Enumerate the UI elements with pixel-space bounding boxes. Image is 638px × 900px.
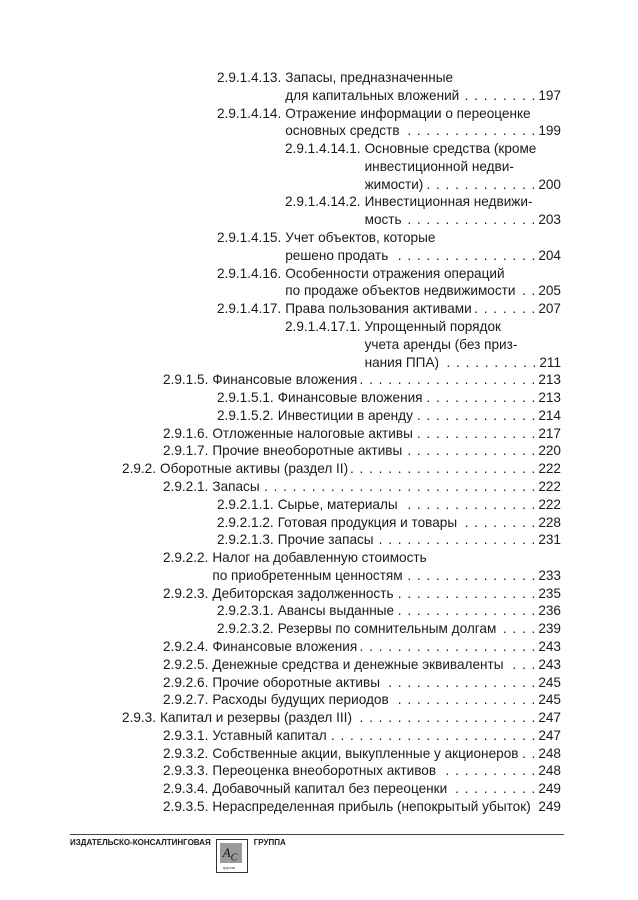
toc-entry-line (285, 265, 561, 283)
toc-entry-body (285, 69, 561, 105)
toc-entry-title: Добавочный капитал без переоценки (212, 781, 448, 797)
toc-entry-title: Дебиторская задолженность (212, 585, 394, 601)
toc-entry-number: 2.9.3.3. (163, 763, 209, 779)
toc-entry-title: Готовая продукция и товары (277, 514, 458, 530)
toc-entry (163, 371, 561, 389)
toc-entry (217, 620, 561, 638)
toc-entry-number: 2.9.2.3.2. (217, 621, 274, 637)
toc-entry-title: жимости) (364, 176, 424, 192)
toc-entry-line (160, 460, 561, 478)
toc-entry-number: 2.9.2.6. (163, 674, 209, 690)
toc-entry-page: 247 (538, 727, 561, 743)
toc-entry-title: Прочие оборотные активы (212, 674, 381, 690)
toc-entry-body (285, 229, 561, 265)
toc-entry-body (212, 762, 561, 780)
toc-entry-line (278, 389, 561, 407)
toc-entry-line (365, 193, 561, 211)
toc-entry-line (285, 229, 561, 247)
toc-entry-title: Отложенные налоговые активы (212, 425, 413, 441)
dot-leader (462, 87, 535, 105)
toc-entry-number: 2.9.1.7. (163, 443, 209, 459)
toc-entry-line (212, 371, 561, 389)
toc-entry-line (365, 140, 561, 158)
toc-entry (217, 229, 561, 265)
toc-entry-title: Резервы по сомнительным долгам (277, 621, 497, 637)
toc-entry-body (278, 496, 561, 514)
toc-entry-title: Финансовые вложения (212, 372, 358, 388)
toc-entry-page: 213 (538, 372, 561, 388)
toc-entry-page: 236 (538, 603, 561, 619)
toc-entry-body (212, 585, 561, 603)
toc-entry-title: Основные средства (кроме (364, 141, 537, 157)
toc-entry-title: Денежные средства и денежные эквиваленты (212, 656, 504, 672)
toc-entry-line (285, 69, 561, 87)
toc-entry-title: Сырье, материалы (277, 496, 398, 512)
logo-caption: группа (222, 865, 235, 870)
toc-entry-number: 2.9.2.4. (163, 639, 209, 654)
toc-entry-number: 2.9.2.1.1. (217, 496, 274, 512)
toc-entry-line (285, 105, 561, 123)
toc-entry (163, 691, 561, 709)
toc-entry (163, 549, 561, 585)
toc-entry-page: 205 (538, 283, 561, 299)
toc-entry-body (212, 442, 561, 460)
toc-entry-line (365, 158, 561, 176)
toc-entry-body (212, 674, 561, 692)
toc-entry-number: 2.9.2.1. (163, 478, 209, 494)
dot-leader (518, 282, 535, 300)
toc-entry-title: инвестиционной недви- (364, 158, 514, 174)
toc-entry (163, 638, 561, 656)
toc-entry-page: 249 (538, 799, 561, 815)
dot-leader (391, 247, 535, 265)
toc-entry-line (212, 798, 561, 816)
toc-entry (285, 140, 561, 193)
dot-leader (426, 389, 536, 407)
dot-leader (442, 354, 536, 372)
toc-entry-line (212, 549, 561, 567)
toc-entry (163, 762, 561, 780)
toc-entry-title: Учет объектов, которые (285, 230, 436, 246)
dot-leader (383, 674, 535, 692)
dot-leader (360, 371, 535, 389)
toc-entry-number: 2.9.3.1. (163, 727, 209, 743)
toc-entry-title: Инвестиционная недвижи- (364, 194, 533, 210)
dot-leader (450, 780, 535, 798)
dot-leader (360, 638, 535, 656)
publisher-name-left: ИЗДАТЕЛЬСКО-КОНСАЛТИНГОВАЯ (70, 838, 211, 847)
toc-entry-number: 2.9.1.5. (163, 372, 209, 388)
toc-entry-page: 211 (539, 354, 561, 370)
toc-entry-title: Уставный капитал (212, 727, 327, 743)
dot-leader (401, 496, 536, 514)
dot-leader (392, 691, 536, 709)
toc-entry (217, 496, 561, 514)
toc-entry-line (212, 567, 561, 585)
toc-entry-body (212, 371, 561, 389)
toc-entry-title: Переоценка внеоборотных активов (212, 763, 437, 779)
toc-entry (217, 389, 561, 407)
toc-entry-page: 214 (538, 407, 561, 423)
dot-leader (507, 656, 536, 674)
toc-entry-title: Инвестиции в аренду (277, 407, 413, 423)
toc-entry (163, 745, 561, 763)
toc-entry-title: учета аренды (без приз- (364, 336, 518, 352)
toc-entry-number: 2.9.2.5. (163, 656, 209, 672)
toc-entry-body (160, 460, 561, 478)
toc-entry-page: 235 (538, 585, 561, 601)
toc-entry (122, 460, 561, 478)
dot-leader (330, 727, 536, 745)
publisher-footer (70, 838, 286, 873)
toc-entry-title: Права пользования активами (285, 301, 472, 317)
toc-entry-line (212, 442, 561, 460)
toc-entry-title: Особенности отражения операций (285, 265, 505, 281)
toc-entry-line (278, 620, 561, 638)
dot-leader (416, 425, 535, 443)
toc-entry-line (365, 336, 561, 354)
toc-entry-body (278, 620, 561, 638)
dot-leader (405, 442, 535, 460)
dot-leader (475, 300, 536, 318)
toc-entry-number: 2.9.1.4.14.2. (285, 194, 361, 210)
toc-entry-page: 233 (538, 567, 561, 583)
toc-entry-number: 2.9.1.4.14.1. (285, 141, 361, 157)
toc-entry-number: 2.9.2.2. (163, 550, 209, 566)
toc-entry (217, 300, 561, 318)
toc-entry-body (278, 389, 561, 407)
toc-entry-page: 245 (538, 692, 561, 708)
toc-entry-number: 2.9.3.2. (163, 745, 209, 761)
toc-entry-body (212, 638, 561, 656)
dot-leader (397, 602, 535, 620)
toc-entry-line (365, 318, 561, 336)
dot-leader (426, 176, 535, 194)
toc-entry (163, 780, 561, 798)
toc-entry-body (365, 193, 561, 229)
toc-entry-number: 2.9.2. (122, 461, 157, 477)
toc-entry-number: 2.9.1.4.14. (217, 105, 282, 121)
toc-entry-number: 2.9.1.4.13. (217, 70, 282, 85)
toc-entry-body (285, 300, 561, 318)
toc-entry-line (212, 674, 561, 692)
toc-entry-line (285, 87, 561, 105)
dot-leader (534, 798, 536, 816)
logo-mark: $A_C$ (222, 845, 238, 864)
toc-entry-page: 200 (538, 176, 561, 192)
toc-entry-title: Оборотные активы (раздел II) (160, 461, 349, 477)
toc-entry-body (212, 727, 561, 745)
toc-entry-number: 2.9.3.5. (163, 799, 209, 815)
toc-entry-title: Прочие запасы (277, 532, 374, 548)
toc-entry-number: 2.9.2.3. (163, 585, 209, 601)
toc-entry-body (212, 798, 561, 816)
toc-entry-body (212, 549, 561, 585)
toc-entry-title: Авансы выданные (277, 603, 395, 619)
toc-entry-body (278, 602, 561, 620)
toc-entry (163, 798, 561, 816)
dot-leader (521, 745, 535, 763)
toc-entry-page: 213 (538, 390, 561, 406)
toc-entry (217, 105, 561, 141)
toc-entry (217, 265, 561, 301)
toc-entry-body (212, 691, 561, 709)
publisher-logo (216, 839, 248, 873)
toc-entry-number: 2.9.3. (122, 710, 157, 726)
toc-entry-number: 2.9.2.1.2. (217, 514, 274, 530)
toc-entry-line (212, 638, 561, 656)
toc-entry-body (278, 407, 561, 425)
toc-entry (163, 442, 561, 460)
toc-entry-line (365, 211, 561, 229)
toc-entry (217, 69, 561, 105)
toc-entry-line (212, 762, 561, 780)
toc-entry-title: Собственные акции, выкупленные у акционеров (212, 745, 519, 761)
toc-entry (163, 727, 561, 745)
toc-entry-title: решено продать (285, 247, 389, 263)
toc-entry-title: Запасы, предназначенные (285, 70, 454, 85)
toc-entry-page: 239 (538, 621, 561, 637)
toc-entry (285, 193, 561, 229)
toc-entry-page: 220 (538, 443, 561, 459)
toc-entry-body (212, 425, 561, 443)
toc-entry-title: Запасы (212, 478, 260, 494)
toc-entry-page: 248 (538, 745, 561, 761)
toc-entry-page: 204 (538, 247, 561, 263)
toc-entry-line (160, 709, 561, 727)
toc-entry-page: 243 (538, 639, 561, 654)
toc-entry-body (285, 105, 561, 141)
toc-entry-title: Упрощенный порядок (364, 318, 501, 334)
toc-entry-number: 2.9.2.7. (163, 692, 209, 708)
toc-entry-line (278, 496, 561, 514)
dot-leader (397, 585, 536, 603)
toc-entry-body (212, 478, 561, 496)
dot-leader (439, 762, 535, 780)
toc-entry-line (365, 176, 561, 194)
toc-entry-body (365, 318, 561, 371)
toc-entry-body (212, 656, 561, 674)
table-of-contents (0, 69, 638, 816)
toc-entry-number: 2.9.1.5.1. (217, 390, 274, 406)
toc-entry-title: Отражение информации о переоценке (285, 105, 531, 121)
toc-entry-number: 2.9.1.4.17. (217, 301, 282, 317)
dot-leader (403, 122, 536, 140)
toc-entry-title: Капитал и резервы (раздел III) (160, 710, 352, 726)
toc-entry-line (365, 354, 561, 372)
dot-leader (351, 460, 535, 478)
toc-entry-line (285, 282, 561, 300)
toc-entry-title: Финансовые вложения (212, 639, 358, 654)
dot-leader (499, 620, 535, 638)
toc-entry (217, 602, 561, 620)
toc-entry-page: 207 (538, 301, 561, 317)
toc-entry-title: Налог на добавленную стоимость (212, 550, 427, 566)
toc-entry-page: 228 (538, 514, 561, 530)
toc-entry-line (212, 745, 561, 763)
dot-leader (460, 514, 535, 532)
toc-entry-page: 222 (538, 478, 561, 494)
toc-entry-line (212, 425, 561, 443)
toc-entry-line (278, 514, 561, 532)
toc-entry-body (278, 514, 561, 532)
toc-entry-line (285, 300, 561, 318)
toc-entry-number: 2.9.1.4.17.1. (285, 318, 361, 334)
toc-entry-page: 222 (538, 496, 561, 512)
toc-entry (163, 585, 561, 603)
toc-entry-title: по приобретенным ценностям (212, 567, 403, 583)
toc-entry-line (212, 656, 561, 674)
footer-divider (70, 834, 564, 835)
dot-leader (405, 211, 536, 229)
toc-entry-page: 222 (538, 461, 561, 477)
toc-entry-line (212, 478, 561, 496)
dot-leader (355, 709, 535, 727)
toc-entry (217, 531, 561, 549)
toc-entry-line (212, 691, 561, 709)
toc-entry (163, 478, 561, 496)
toc-entry-body (212, 780, 561, 798)
toc-entry-number: 2.9.1.5.2. (217, 407, 274, 423)
toc-entry-title: Финансовые вложения (277, 390, 423, 406)
toc-entry-page: 245 (538, 674, 561, 690)
toc-entry-page: 231 (538, 532, 561, 548)
toc-entry (163, 674, 561, 692)
toc-entry-line (278, 531, 561, 549)
dot-leader (377, 531, 536, 549)
toc-entry-body (365, 140, 561, 193)
toc-entry-page: 203 (538, 212, 561, 228)
toc-entry-number: 2.9.1.4.16. (217, 265, 282, 281)
toc-entry-title: Прочие внеоборотные активы (212, 443, 403, 459)
toc-entry-page: 197 (538, 87, 561, 103)
toc-entry (163, 656, 561, 674)
toc-entry-page: 247 (538, 710, 561, 726)
toc-entry-page: 199 (538, 123, 561, 139)
toc-entry-line (212, 585, 561, 603)
toc-entry-number: 2.9.2.3.1. (217, 603, 274, 619)
toc-entry-number: 2.9.3.4. (163, 781, 209, 797)
toc-entry-title: Нераспределенная прибыль (непокрытый убыток) (212, 799, 531, 815)
toc-entry-line (285, 247, 561, 265)
toc-entry-line (278, 407, 561, 425)
toc-entry-body (212, 745, 561, 763)
toc-entry-line (278, 602, 561, 620)
toc-entry-body (160, 709, 561, 727)
toc-entry-title: мость (364, 212, 402, 228)
toc-entry-page: 248 (538, 763, 561, 779)
toc-entry-body (285, 265, 561, 301)
publisher-name-right: ГРУППА (253, 838, 286, 847)
toc-entry-title: нания ППА) (364, 354, 440, 370)
dot-leader (416, 407, 535, 425)
toc-entry-number: 2.9.1.6. (163, 425, 209, 441)
toc-entry (163, 425, 561, 443)
toc-entry-title: основных средств (285, 123, 400, 139)
toc-entry-page: 243 (538, 656, 561, 672)
toc-entry-line (285, 122, 561, 140)
toc-entry (217, 407, 561, 425)
toc-entry-body (278, 531, 561, 549)
dot-leader (263, 478, 536, 496)
toc-entry-line (212, 780, 561, 798)
toc-entry (122, 709, 561, 727)
toc-entry (285, 318, 561, 371)
toc-entry-title: для капитальных вложений (285, 87, 460, 103)
toc-entry-number: 2.9.1.4.15. (217, 230, 282, 246)
toc-entry-page: 217 (538, 425, 561, 441)
dot-leader (406, 567, 536, 585)
toc-entry-page: 249 (538, 781, 561, 797)
toc-entry-title: по продаже объектов недвижимости (285, 283, 516, 299)
toc-entry-number: 2.9.2.1.3. (217, 532, 274, 548)
toc-entry-line (212, 727, 561, 745)
toc-entry (217, 514, 561, 532)
toc-entry-title: Расходы будущих периодов (212, 692, 389, 708)
